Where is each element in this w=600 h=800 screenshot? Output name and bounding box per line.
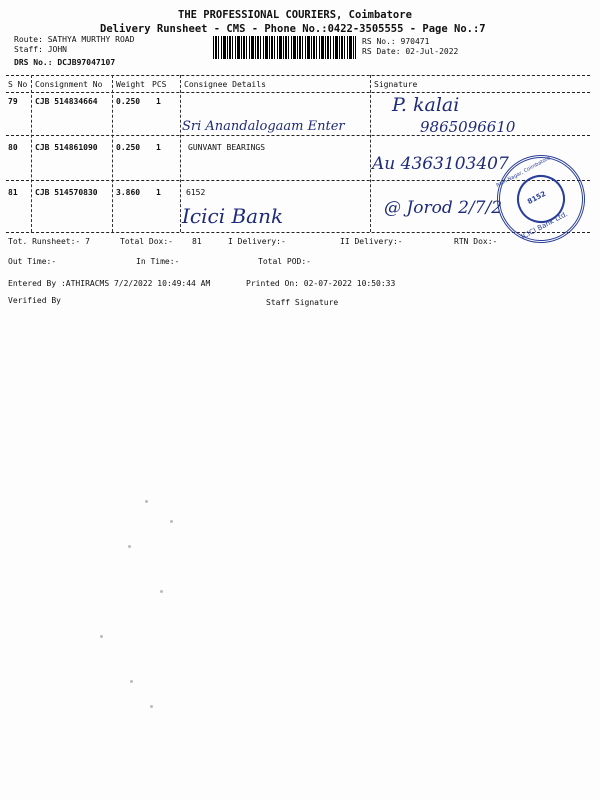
header-weight: Weight — [116, 80, 145, 89]
stamp-text: ICICI Bank Ltd. — [519, 209, 570, 242]
row-weight: 3.860 — [116, 188, 141, 197]
handwritten-signature: Au 4363103407 — [372, 154, 509, 174]
row-consignee: 6152 — [186, 188, 206, 197]
i-delivery: I Delivery:- — [228, 237, 286, 246]
staff-signature: Staff Signature — [266, 298, 339, 307]
handwritten-signature: @ Jorod 2/7/2 — [384, 198, 503, 218]
in-time: In Time:- — [136, 257, 180, 266]
row-consignment: CJB 514861090 — [35, 143, 98, 152]
column-divider — [112, 75, 113, 232]
row-pcs: 1 — [156, 97, 161, 106]
row-sno: 80 — [8, 143, 18, 152]
scan-speck — [170, 520, 173, 523]
stamp-text: 8152 — [526, 189, 548, 206]
handwritten-consignee: Icici Bank — [182, 204, 284, 228]
drs-number: DRS No.: DCJB97047107 — [14, 58, 116, 67]
staff-label: Staff: JOHN — [14, 45, 67, 54]
header-signature: Signature — [374, 80, 418, 89]
row-sno: 81 — [8, 188, 18, 197]
row-sno: 79 — [8, 97, 18, 106]
company-name: THE PROFESSIONAL COURIERS, Coimbatore — [178, 9, 412, 21]
route-label: Route: SATHYA MURTHY ROAD — [14, 35, 135, 44]
scan-speck — [145, 500, 148, 503]
stamp-text: Ram Nagar, Coimbatore — [495, 155, 552, 189]
header-consignee: Consignee Details — [184, 80, 266, 89]
printed-on: Printed On: 02-07-2022 10:50:33 — [246, 279, 396, 288]
row-weight: 0.250 — [116, 143, 141, 152]
row-pcs: 1 — [156, 143, 161, 152]
handwritten-consignee: Sri Anandalogaam Enter — [182, 119, 345, 134]
total-dox-label: Total Dox:- — [120, 237, 173, 246]
header-sno: S No — [8, 80, 28, 89]
ii-delivery: II Delivery:- — [340, 237, 403, 246]
column-divider — [180, 75, 181, 232]
row-consignee: GUNVANT BEARINGS — [188, 143, 266, 152]
handwritten-name: P. kalai — [392, 94, 460, 116]
scan-speck — [130, 680, 133, 683]
header-consignment: Consignment No — [35, 80, 103, 89]
handwritten-phone: 9865096610 — [420, 118, 516, 136]
scan-speck — [160, 590, 163, 593]
verified-by: Verified By — [8, 296, 61, 305]
row-consignment: CJB 514570830 — [35, 188, 98, 197]
column-divider — [31, 75, 32, 232]
rs-number: RS No.: 970471 — [362, 37, 430, 46]
scan-speck — [128, 545, 131, 548]
header-pcs: PCS — [152, 80, 167, 89]
entered-by: Entered By :ATHIRACMS 7/2/2022 10:49:44 AM — [8, 279, 211, 288]
table-header-rule — [6, 92, 590, 93]
scan-speck — [100, 635, 103, 638]
rs-date: RS Date: 02-Jul-2022 — [362, 47, 459, 56]
table-top-rule — [6, 75, 590, 76]
total-dox-value: 81 — [192, 237, 202, 246]
scan-speck — [150, 705, 153, 708]
barcode — [213, 36, 356, 59]
runsheet-title: Delivery Runsheet - CMS - Phone No.:0422-3505555 - Page No.:7 — [100, 23, 486, 35]
out-time: Out Time:- — [8, 257, 57, 266]
row-weight: 0.250 — [116, 97, 141, 106]
row-pcs: 1 — [156, 188, 161, 197]
rtn-dox: RTN Dox:- — [454, 237, 498, 246]
total-pod: Total POD:- — [258, 257, 311, 266]
column-divider — [370, 75, 371, 232]
row-consignment: CJB 514834664 — [35, 97, 98, 106]
table-bottom-rule — [6, 232, 590, 233]
tot-runsheet: Tot. Runsheet:- 7 — [8, 237, 90, 246]
